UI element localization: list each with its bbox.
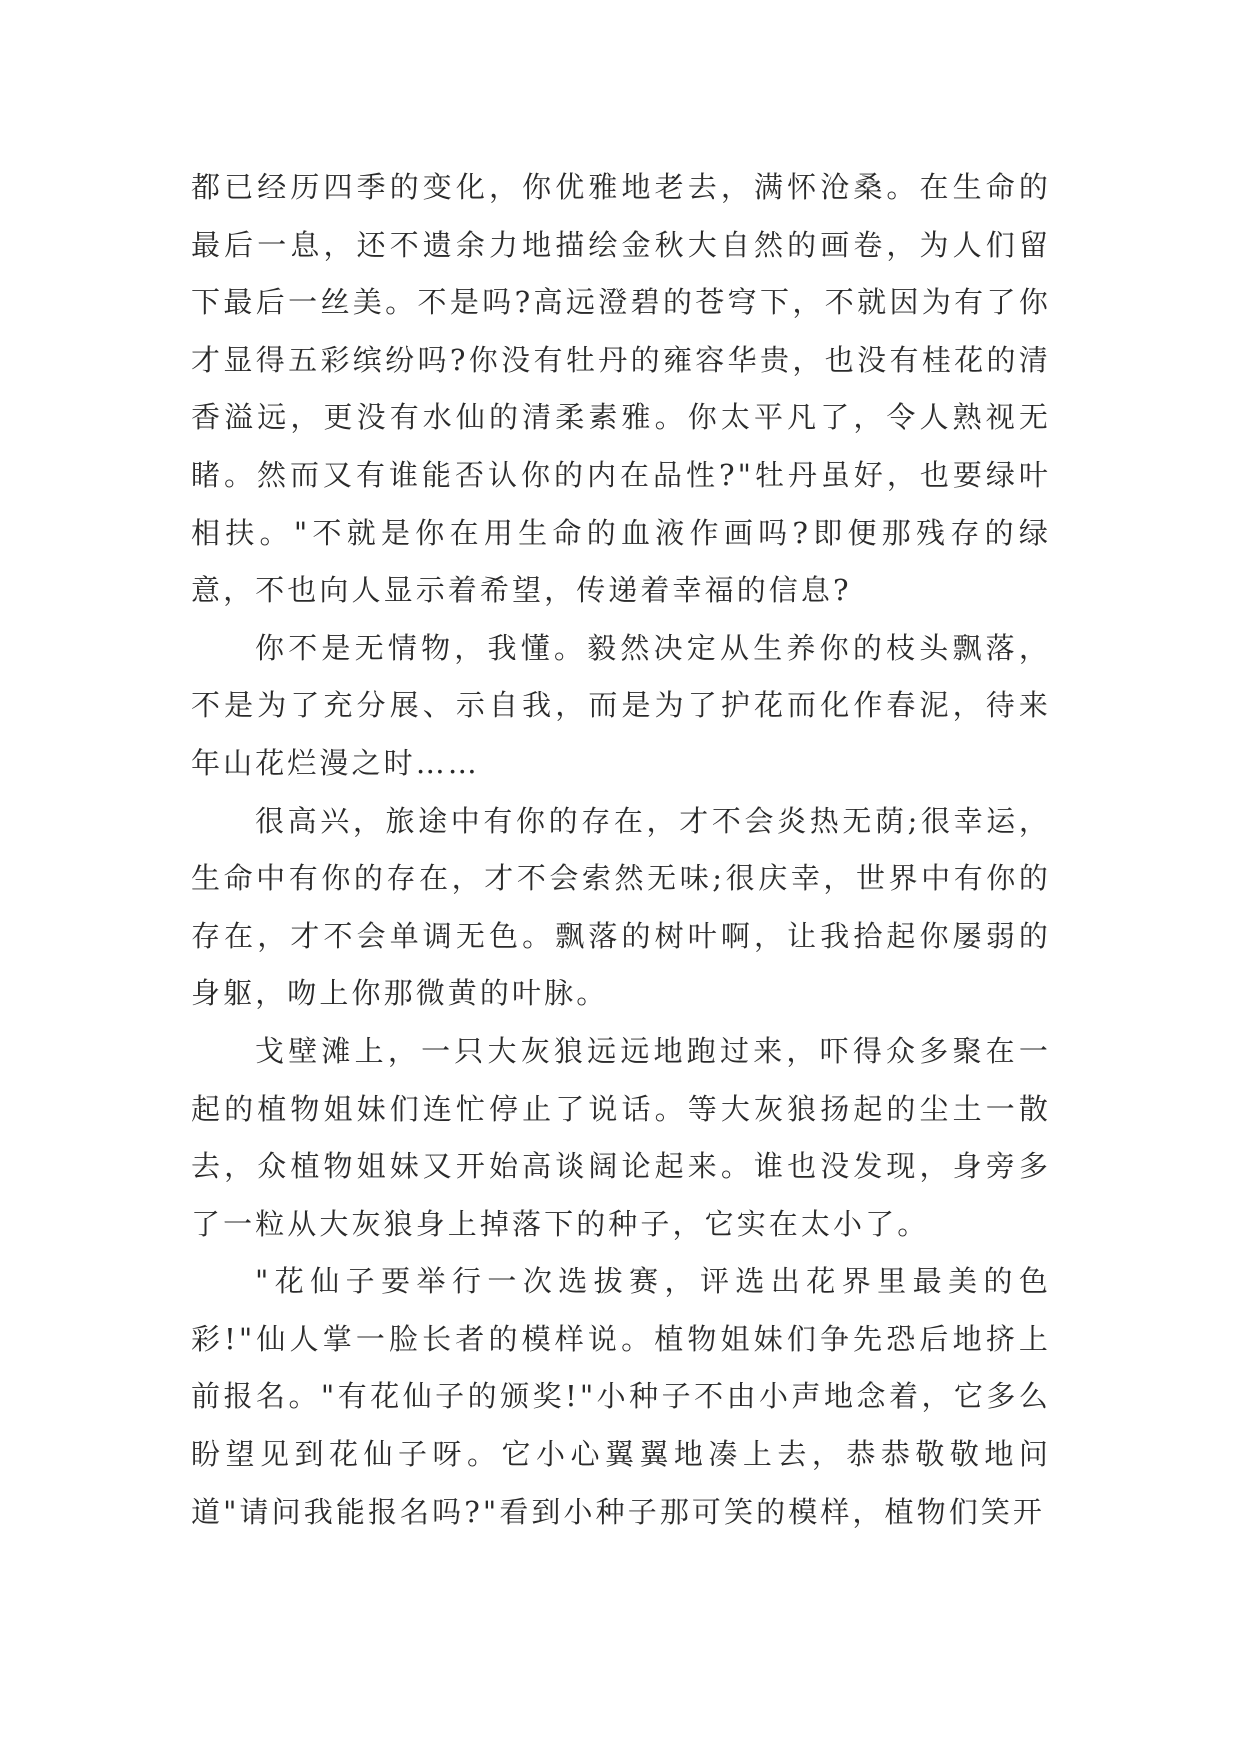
paragraph-5: "花仙子要举行一次选拔赛，评选出花界里最美的色彩!"仙人掌一脸长者的模样说。植物姐妹们争先恐后地挤上前报名。"有花仙子的颁奖!"小种子不由小声地念着，它多么盼望见到花仙子呀。它小心翼翼地凑上去，恭恭敬敬地问道"请问我能报名吗?"看到小种子那可笑的模样，植物们笑开 [191,1264,1051,1529]
paragraph-3: 很高兴，旅途中有你的存在，才不会炎热无荫;很幸运，生命中有你的存在，才不会索然无味;很庆幸，世界中有你的存在，才不会单调无色。飘落的树叶啊，让我拾起你屡弱的身躯，吻上你那微黄的叶脉。 [191,803,1051,1011]
paragraph-2: 你不是无情物，我懂。毅然决定从生养你的枝头飘落，不是为了充分展、示自我，而是为了护花而化作春泥，待来年山花烂漫之时…… [191,630,1051,780]
paragraph-4: 戈壁滩上，一只大灰狼远远地跑过来，吓得众多聚在一起的植物姐妹们连忙停止了说话。等大灰狼扬起的尘土一散去，众植物姐妹又开始高谈阔论起来。谁也没发现，身旁多了一粒从大灰狼身上掉落下的种子，它实在太小了。 [191,1033,1051,1241]
document-page [191,159,1051,1541]
paragraph-1: 都已经历四季的变化，你优雅地老去，满怀沧桑。在生命的最后一息，还不遗余力地描绘金秋大自然的画卷，为人们留下最后一丝美。不是吗?高远澄碧的苍穹下，不就因为有了你才显得五彩缤纷吗?你没有牡丹的雍容华贵，也没有桂花的清香溢远，更没有水仙的清柔素雅。你太平凡了，令人熟视无睹。然而又有谁能否认你的内在品性?"牡丹虽好，也要绿叶相扶。"不就是你在用生命的血液作画吗?即便那残存的绿意，不也向人显示着希望，传递着幸福的信息? [191,170,1051,608]
